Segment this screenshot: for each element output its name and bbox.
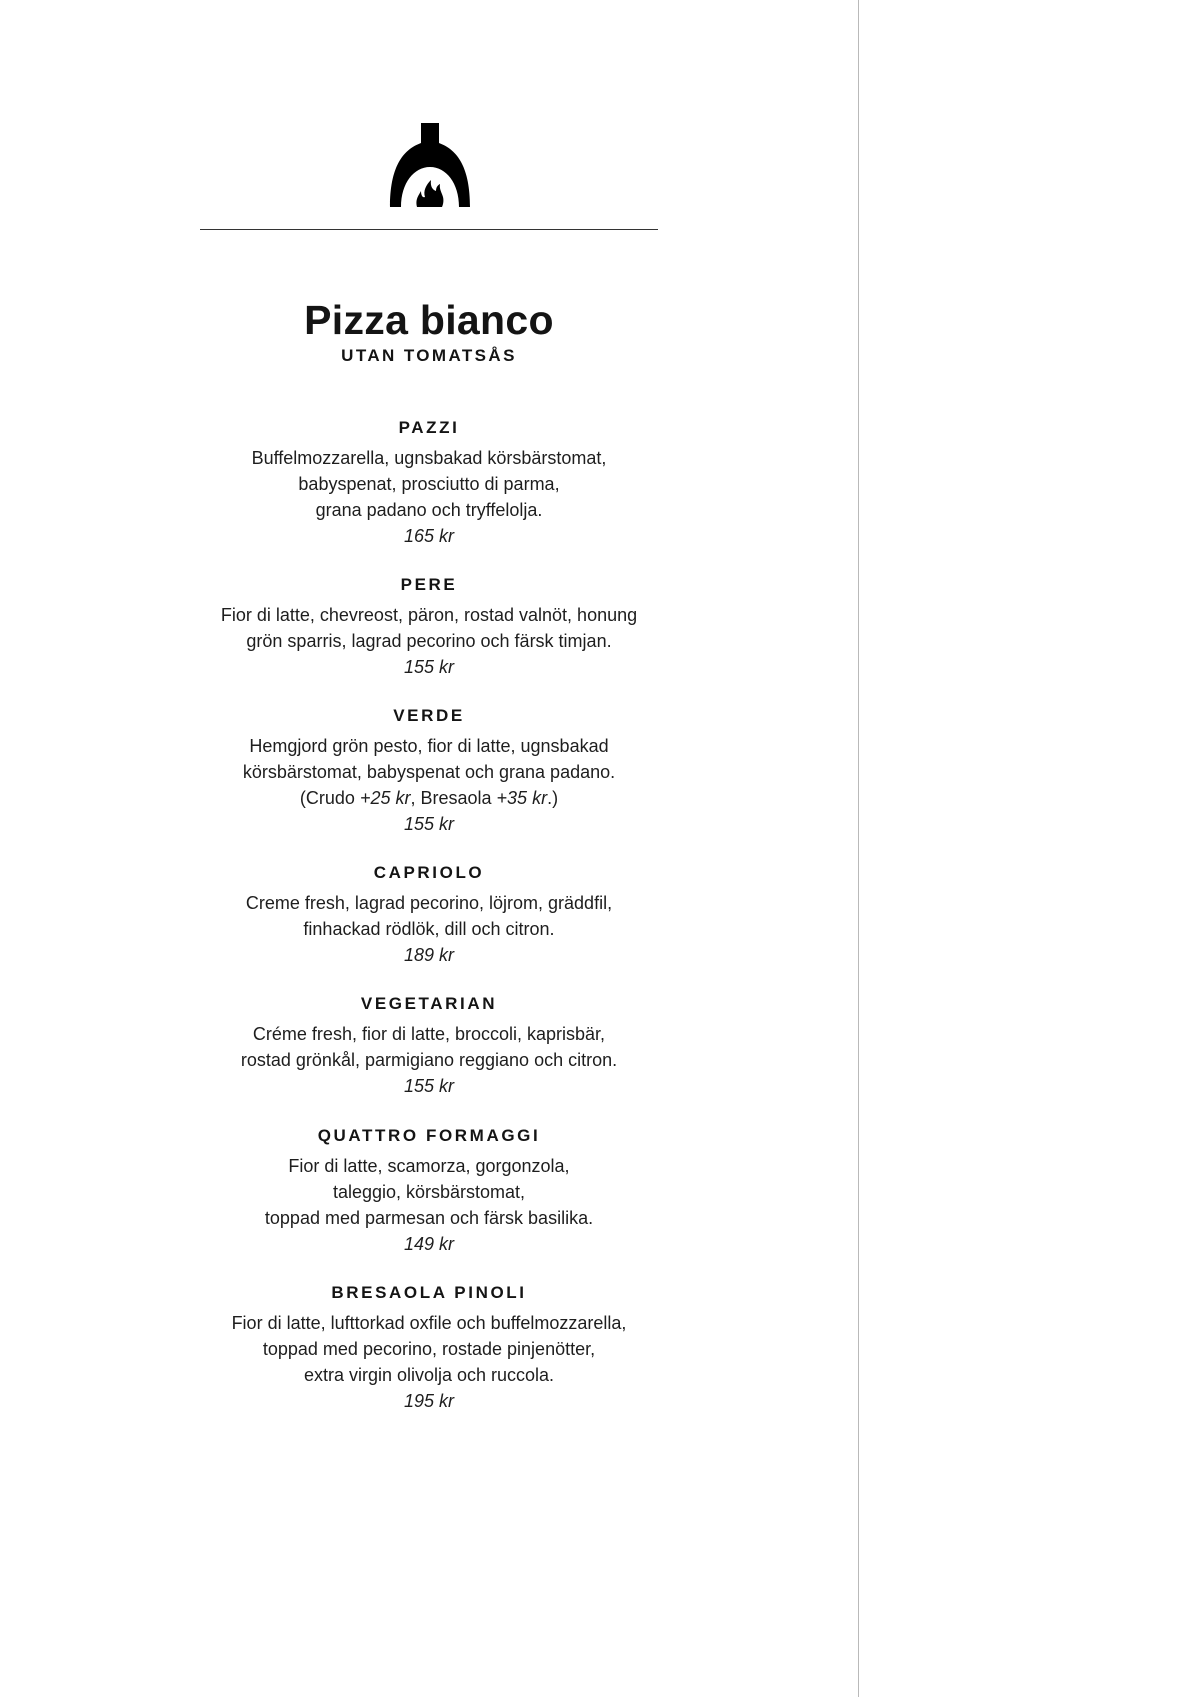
header-divider [200, 229, 658, 230]
menu-item-pere [200, 574, 658, 680]
extras-crudo-price: +25 kr [359, 788, 411, 808]
menu-item-bresaola-pinoli [200, 1282, 658, 1414]
menu-item-name: QUATTRO FORMAGGI [317, 1126, 541, 1145]
menu-item-price: 155 kr [403, 1076, 455, 1096]
section-title: Pizza bianco [304, 297, 554, 343]
menu-item-quattro-formaggi [200, 1125, 658, 1257]
menu-item-price: 155 kr [403, 657, 455, 677]
menu-item-description: Fior di latte, chevreost, päron, rostad valnöt, honung grön sparris, lagrad pecorino och färsk timjan. [220, 605, 638, 651]
extras-bresaola-label: , Bresaola [410, 788, 497, 808]
menu-item-description: Créme fresh, fior di latte, broccoli, kaprisbär, rostad grönkål, parmigiano reggiano och citron. [240, 1024, 618, 1070]
menu-item-price: 149 kr [403, 1234, 455, 1254]
extras-crudo-label: (Crudo [299, 788, 360, 808]
extras-bresaola-price: +35 kr [496, 788, 548, 808]
menu-item-price: 189 kr [403, 945, 455, 965]
extras-close: .) [547, 788, 559, 808]
menu-item-name: VEGETARIAN [360, 994, 498, 1013]
menu-item-name: PERE [400, 575, 458, 594]
menu-item-name: BRESAOLA PINOLI [331, 1283, 527, 1302]
menu-item-price: 155 kr [403, 814, 455, 834]
menu-item-extras [200, 785, 658, 811]
menu-item-price: 195 kr [403, 1391, 455, 1411]
menu-item-description: Fior di latte, lufttorkad oxfile och buffelmozzarella, toppad med pecorino, rostade pinjenötter, extra virgin olivolja och ruccola. [231, 1313, 627, 1385]
menu-item-vegetarian [200, 993, 658, 1099]
menu-item-name: CAPRIOLO [373, 863, 485, 882]
menu-item-name: PAZZI [398, 418, 460, 437]
menu-item-description: Hemgjord grön pesto, fior di latte, ugnsbakad körsbärstomat, babyspenat och grana padano. [242, 736, 616, 782]
menu-item-name: VERDE [393, 706, 465, 725]
pizza-oven-flame-icon [388, 123, 472, 207]
menu-item-price: 165 kr [403, 526, 455, 546]
column-divider [858, 0, 859, 1697]
section-subtitle: UTAN TOMATSÅS [341, 346, 517, 365]
menu-item-verde [200, 705, 658, 837]
menu-item-description: Creme fresh, lagrad pecorino, löjrom, gräddfil, finhackad rödlök, dill och citron. [245, 893, 613, 939]
menu-item-pazzi [200, 417, 658, 549]
menu-item-description: Buffelmozzarella, ugnsbakad körsbärstomat, babyspenat, prosciutto di parma, grana padano och tryffelolja. [251, 448, 607, 520]
menu-item-description: Fior di latte, scamorza, gorgonzola, taleggio, körsbärstomat, toppad med parmesan och färsk basilika. [264, 1156, 594, 1228]
menu-item-capriolo [200, 862, 658, 968]
